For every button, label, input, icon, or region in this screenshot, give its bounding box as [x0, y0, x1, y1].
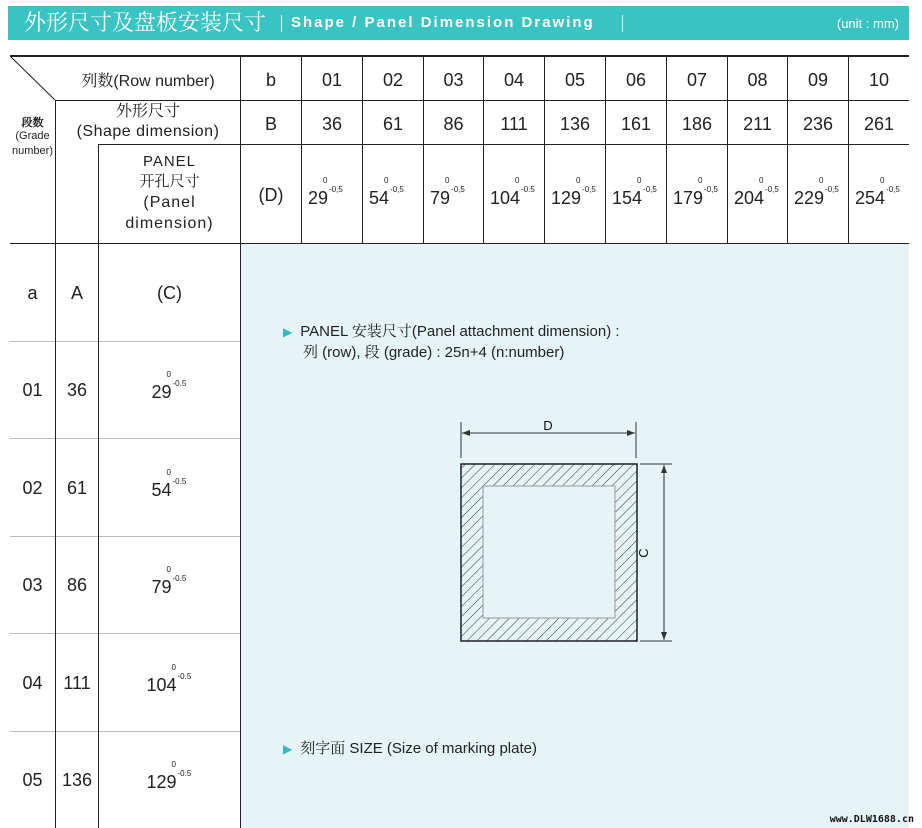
tolerance: [166, 370, 188, 398]
A-label: A: [70, 283, 83, 303]
tolerance-lower: -0,5: [329, 185, 343, 194]
table-rule: [10, 438, 241, 439]
header-bar: [8, 6, 909, 40]
panel-dimension-value: [369, 176, 404, 209]
tolerance-upper: 0: [323, 176, 328, 185]
shape-dimension-label-en: (Shape dimension): [76, 123, 220, 140]
b-label: b: [265, 70, 276, 90]
tolerance-upper: 0: [698, 176, 703, 185]
shape-dimension-value: 136: [61, 770, 93, 790]
column-number: 10: [868, 70, 890, 90]
tolerance: [819, 176, 839, 204]
triangle-bullet-icon: ▶: [283, 325, 293, 339]
tolerance: [576, 176, 596, 204]
tolerance-upper: 0: [515, 176, 520, 185]
tolerance-lower: -0.5: [177, 672, 192, 681]
triangle-bullet-icon: ▶: [283, 742, 293, 756]
column-number: 04: [503, 70, 525, 90]
tolerance-lower: -0.5: [172, 477, 187, 486]
shape-dimension-value: 186: [681, 114, 713, 134]
tolerance: [166, 468, 188, 496]
dimension-number: 79: [430, 188, 451, 208]
column-number: 07: [686, 70, 708, 90]
tolerance: [515, 176, 535, 204]
marking-note: [283, 737, 537, 758]
tolerance: [445, 176, 465, 204]
corner-diagonal: [10, 56, 56, 101]
table-rule: [55, 100, 909, 101]
panel-cutout-drawing: [440, 410, 700, 660]
grade-number: 02: [22, 478, 43, 498]
table-top-border: [10, 55, 909, 57]
watermark: www.DLW1688.cn: [829, 814, 914, 825]
tolerance-lower: -0,5: [825, 185, 839, 194]
D-dimension-label: D: [543, 418, 553, 433]
shape-dimension-value: 61: [66, 478, 88, 498]
column-number: 05: [564, 70, 586, 90]
tolerance-upper: 0: [880, 176, 885, 185]
tolerance-upper: 0: [445, 176, 450, 185]
tolerance: [166, 565, 188, 593]
grade-number: 04: [22, 673, 43, 693]
tolerance-upper: 0: [171, 663, 176, 672]
tolerance-lower: -0,5: [765, 185, 779, 194]
panel-dimension-value: [734, 176, 779, 209]
tolerance: [171, 760, 193, 788]
panel-dimension-value: [794, 176, 839, 209]
C-dimension-label: C: [636, 548, 651, 558]
table-rule: [10, 243, 909, 244]
dimension-number: 154: [612, 188, 643, 208]
tolerance: [698, 176, 718, 204]
a-label: a: [27, 283, 38, 303]
dimension-number: 129: [551, 188, 582, 208]
panel-dimension-value: [551, 176, 596, 209]
shape-dimension-label-cn: 外形尺寸: [115, 103, 180, 120]
shape-dimension-value: 161: [620, 114, 652, 134]
table-rule: [10, 536, 241, 537]
marking-note-text: 刻字面 SIZE (Size of marking plate): [300, 740, 537, 757]
panel-dimension-value: [855, 176, 900, 209]
tolerance-upper: 0: [819, 176, 824, 185]
dimension-number: 104: [490, 188, 521, 208]
dimension-number: 54: [151, 480, 172, 500]
tolerance-lower: -0,5: [704, 185, 718, 194]
panel-dimension-value: [673, 176, 718, 209]
attach-note-line1: PANEL 安装尺寸(Panel attachment dimension) :: [300, 323, 620, 340]
dimension-number: 79: [151, 577, 172, 597]
shape-dimension-value: 86: [443, 114, 464, 134]
tolerance: [384, 176, 404, 204]
panel-label: PANEL: [142, 153, 197, 170]
tolerance-lower: -0,5: [451, 185, 465, 194]
title-chinese: 外形尺寸及盘板安装尺寸: [24, 10, 267, 35]
panel-dimension-value: [430, 176, 465, 209]
dimension-number: 204: [734, 188, 765, 208]
shape-dimension-value: 36: [66, 380, 88, 400]
shape-dimension-value: 86: [66, 575, 88, 595]
grade-label-en: number): [12, 145, 53, 157]
tolerance-lower: -0,5: [390, 185, 404, 194]
column-number: 02: [382, 70, 404, 90]
tolerance-lower: -0,5: [886, 185, 900, 194]
panel-dimension-value: [99, 468, 240, 501]
panel-dimension-value: [99, 370, 240, 403]
unit-label: (unit : mm): [836, 16, 899, 31]
dimension-number: 129: [146, 772, 177, 792]
panel-dimension-value: [99, 760, 240, 793]
tolerance-lower: -0,5: [582, 185, 596, 194]
column-number: 09: [807, 70, 829, 90]
tolerance-lower: -0.5: [521, 185, 535, 194]
column-number: 03: [443, 70, 464, 90]
shape-dimension-value: 261: [863, 114, 895, 134]
shape-dimension-value: 211: [743, 114, 772, 134]
column-number: 08: [747, 70, 768, 90]
table-vrule: [55, 100, 56, 828]
panel-dimension-value: [99, 663, 240, 696]
panel-label: dimension): [125, 215, 214, 232]
table-vrule: [240, 56, 241, 828]
B-label: B: [264, 114, 277, 134]
panel-dimension-value: [612, 176, 657, 209]
dimension-number: 229: [794, 188, 825, 208]
tolerance-lower: -0.5: [172, 379, 187, 388]
tolerance-lower: -0.5: [172, 574, 187, 583]
attach-note: [283, 320, 620, 341]
title-english: Shape / Panel Dimension Drawing: [291, 14, 595, 31]
table-rule: [10, 633, 241, 634]
panel-label: 开孔尺寸: [139, 173, 200, 190]
C-label: (C): [157, 283, 182, 303]
tolerance: [637, 176, 657, 204]
shape-dimension-value: 236: [802, 114, 834, 134]
grade-number: 03: [22, 575, 43, 595]
tolerance-upper: 0: [166, 468, 171, 477]
tolerance-lower: -0,5: [643, 185, 657, 194]
column-number: 06: [625, 70, 647, 90]
attach-note-line2: 列 (row), 段 (grade) : 25n+4 (n:number): [303, 344, 565, 361]
tolerance: [323, 176, 343, 204]
column-number: 01: [321, 70, 343, 90]
shape-dimension-value: 111: [63, 673, 91, 693]
shape-dimension-value: 136: [559, 114, 591, 134]
dimension-number: 179: [673, 188, 704, 208]
tolerance-upper: 0: [576, 176, 581, 185]
header-divider: [622, 15, 623, 32]
shape-dimension-value: 36: [321, 114, 343, 134]
dimension-number: 29: [308, 188, 329, 208]
tolerance-upper: 0: [171, 760, 176, 769]
row-number-label: 列数(Row number): [81, 73, 215, 90]
tolerance-upper: 0: [384, 176, 389, 185]
dimension-number: 29: [151, 382, 172, 402]
panel-dimension-value: [490, 176, 535, 209]
shape-dimension-value: 111: [500, 114, 528, 134]
tolerance-upper: 0: [166, 370, 171, 379]
tolerance-lower: -0.5: [177, 769, 192, 778]
table-rule: [10, 731, 241, 732]
dimension-number: 254: [855, 188, 886, 208]
table-rule: [10, 341, 241, 342]
grade-number: 01: [22, 380, 43, 400]
dimension-number: 104: [146, 675, 177, 695]
panel-label: (Panel: [143, 194, 196, 211]
tolerance: [880, 176, 900, 204]
grade-label-en: (Grade: [15, 130, 50, 142]
header-divider: [281, 15, 282, 32]
dimension-number: 54: [369, 188, 390, 208]
panel-dimension-value: [308, 176, 343, 209]
tolerance: [171, 663, 193, 691]
grade-number: 05: [22, 770, 43, 790]
tolerance-upper: 0: [637, 176, 642, 185]
tolerance-upper: 0: [759, 176, 764, 185]
tolerance-upper: 0: [166, 565, 171, 574]
tolerance: [759, 176, 779, 204]
panel-dimension-value: [99, 565, 240, 598]
grade-label-cn: 段数: [21, 117, 44, 129]
D-label: (D): [258, 185, 284, 205]
shape-dimension-value: 61: [382, 114, 404, 134]
